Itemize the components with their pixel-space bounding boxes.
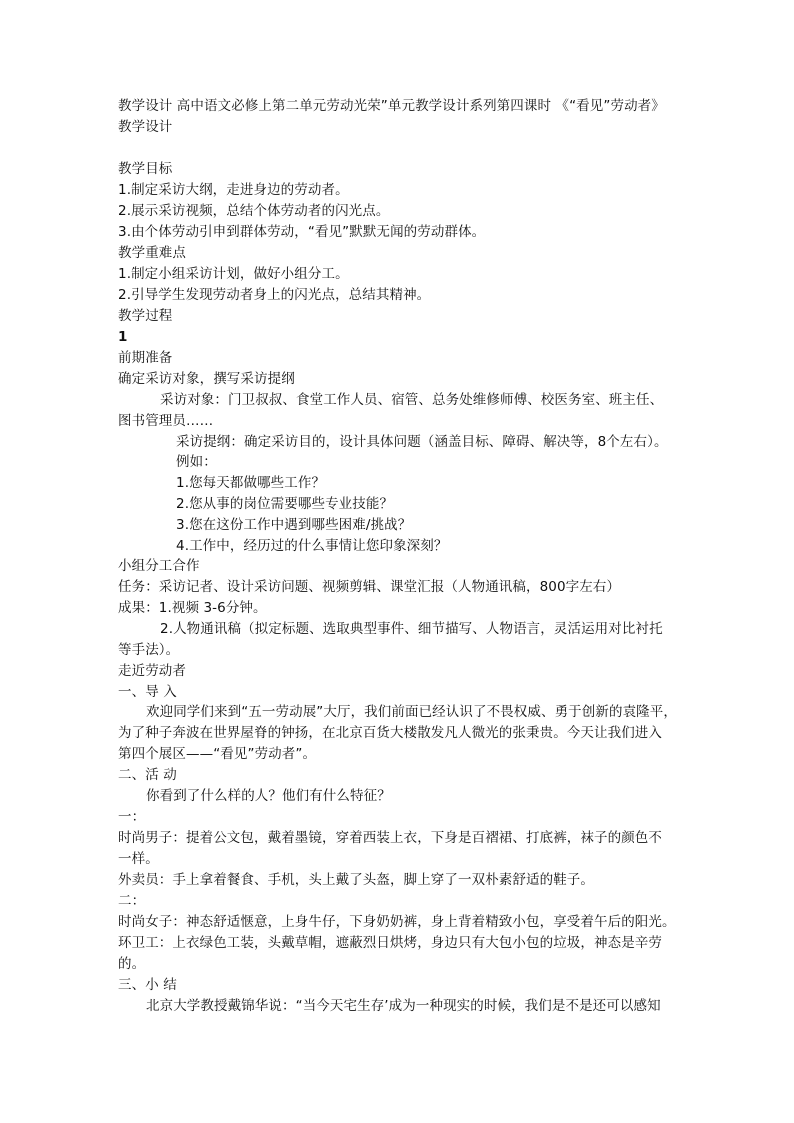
results-item-2: 2.人物通讯稿（拟定标题、选取典型事件、细节描写、人物语言，灵活运用对比衬托 (160, 621, 663, 637)
results-text: 成果：1.视频 3-6分钟。 (118, 600, 267, 616)
objective-item: 3.由个体劳动引申到群体劳动，“看见”默默无闻的劳动群体。 (118, 224, 486, 240)
objective-item: 2.展示采访视频，总结个体劳动者的闪光点。 (118, 203, 390, 219)
preparation-heading: 前期准备 (118, 350, 173, 366)
question-item: 4.工作中，经历过的什么事情让您印象深刻？ (176, 538, 448, 554)
key-point-item: 2.引导学生发现劳动者身上的闪光点，总结其精神。 (118, 287, 431, 303)
intro-paragraph: 欢迎同学们来到“五一劳动展”大厅，我们前面已经认识了不畏权威、勇于创新的袁隆平， (146, 704, 677, 720)
activity-question: 你看到了什么样的人？他们有什么特征？ (146, 788, 391, 804)
fashion-woman-description: 时尚女子：神态舒适惬意，上身牛仔，下身奶奶裤，身上背着精致小包，享受着午后的阳光。 (118, 914, 676, 930)
delivery-description: 外卖员：手上拿着餐食、手机，头上戴了头盔，脚上穿了一双朴素舒适的鞋子。 (118, 872, 594, 888)
group-two-label: 二： (118, 893, 146, 909)
key-point-item: 1.制定小组采访计划，做好小组分工。 (118, 266, 349, 282)
objective-item: 1.制定采访大纲，走进身边的劳动者。 (118, 182, 349, 198)
sanitation-description-continued: 的。 (118, 956, 146, 972)
section-summary-heading: 三、小 结 (118, 977, 177, 993)
preparation-subheading: 确定采访对象，撰写采访提纲 (118, 371, 295, 387)
group-one-label: 一： (118, 809, 146, 825)
tasks-text: 任务：采访记者、设计采访问题、视频剪辑、课堂汇报（人物通讯稿，800字左右） (118, 579, 621, 595)
intro-paragraph-continued: 第四个展区——“看见”劳动者”。 (118, 746, 317, 762)
section-activity-heading: 二、活 动 (118, 767, 177, 783)
document-title: 教学设计 高中语文必修上第二单元劳动光荣”单元教学设计系列第四课时 《“看见”劳动者》 (118, 98, 665, 114)
key-points-heading: 教学重难点 (118, 245, 186, 261)
objectives-heading: 教学目标 (118, 161, 173, 177)
question-item: 2.您从事的岗位需要哪些专业技能？ (176, 496, 394, 512)
interviewees-text-continued: 图书管理员…… (118, 413, 214, 429)
interviewees-text: 采访对象：门卫叔叔、食堂工作人员、宿管、总务处维修师傅、校医务室、班主任、 (160, 392, 664, 408)
results-item-2-continued: 等手法）。 (118, 642, 180, 658)
outline-text: 采访提纲：确定采访目的，设计具体问题（涵盖目标、障碍、解决等，8个左右）。 (176, 434, 668, 450)
sanitation-description: 环卫工：上衣绿色工装，头戴草帽，遮蔽烈日烘烤，身边只有大包小包的垃圾，神态是辛劳 (118, 935, 662, 951)
summary-paragraph: 北京大学教授戴锦华说：“当今天宅生存’成为一种现实的时候，我们是不是还可以感知 (146, 998, 661, 1014)
question-item: 1.您每天都做哪些工作？ (176, 475, 326, 491)
intro-paragraph-continued: 为了种子奔波在世界屋脊的钟扬，在北京百货大楼散发凡人微光的张秉贵。今天让我们进入 (118, 725, 662, 741)
example-label: 例如： (176, 454, 217, 470)
step-number: 1 (118, 329, 128, 345)
fashion-man-description-continued: 一样。 (118, 851, 159, 867)
section-intro-heading: 一、导 入 (118, 684, 177, 700)
approach-heading: 走近劳动者 (118, 663, 186, 679)
fashion-man-description: 时尚男子：提着公文包，戴着墨镜，穿着西装上衣，下身是百褶裙、打底裤，袜子的颜色不 (118, 830, 662, 846)
process-heading: 教学过程 (118, 308, 173, 324)
group-heading: 小组分工合作 (118, 558, 200, 574)
document-title-continued: 教学设计 (118, 119, 173, 135)
question-item: 3.您在这份工作中遇到哪些困难/挑战？ (176, 517, 412, 533)
